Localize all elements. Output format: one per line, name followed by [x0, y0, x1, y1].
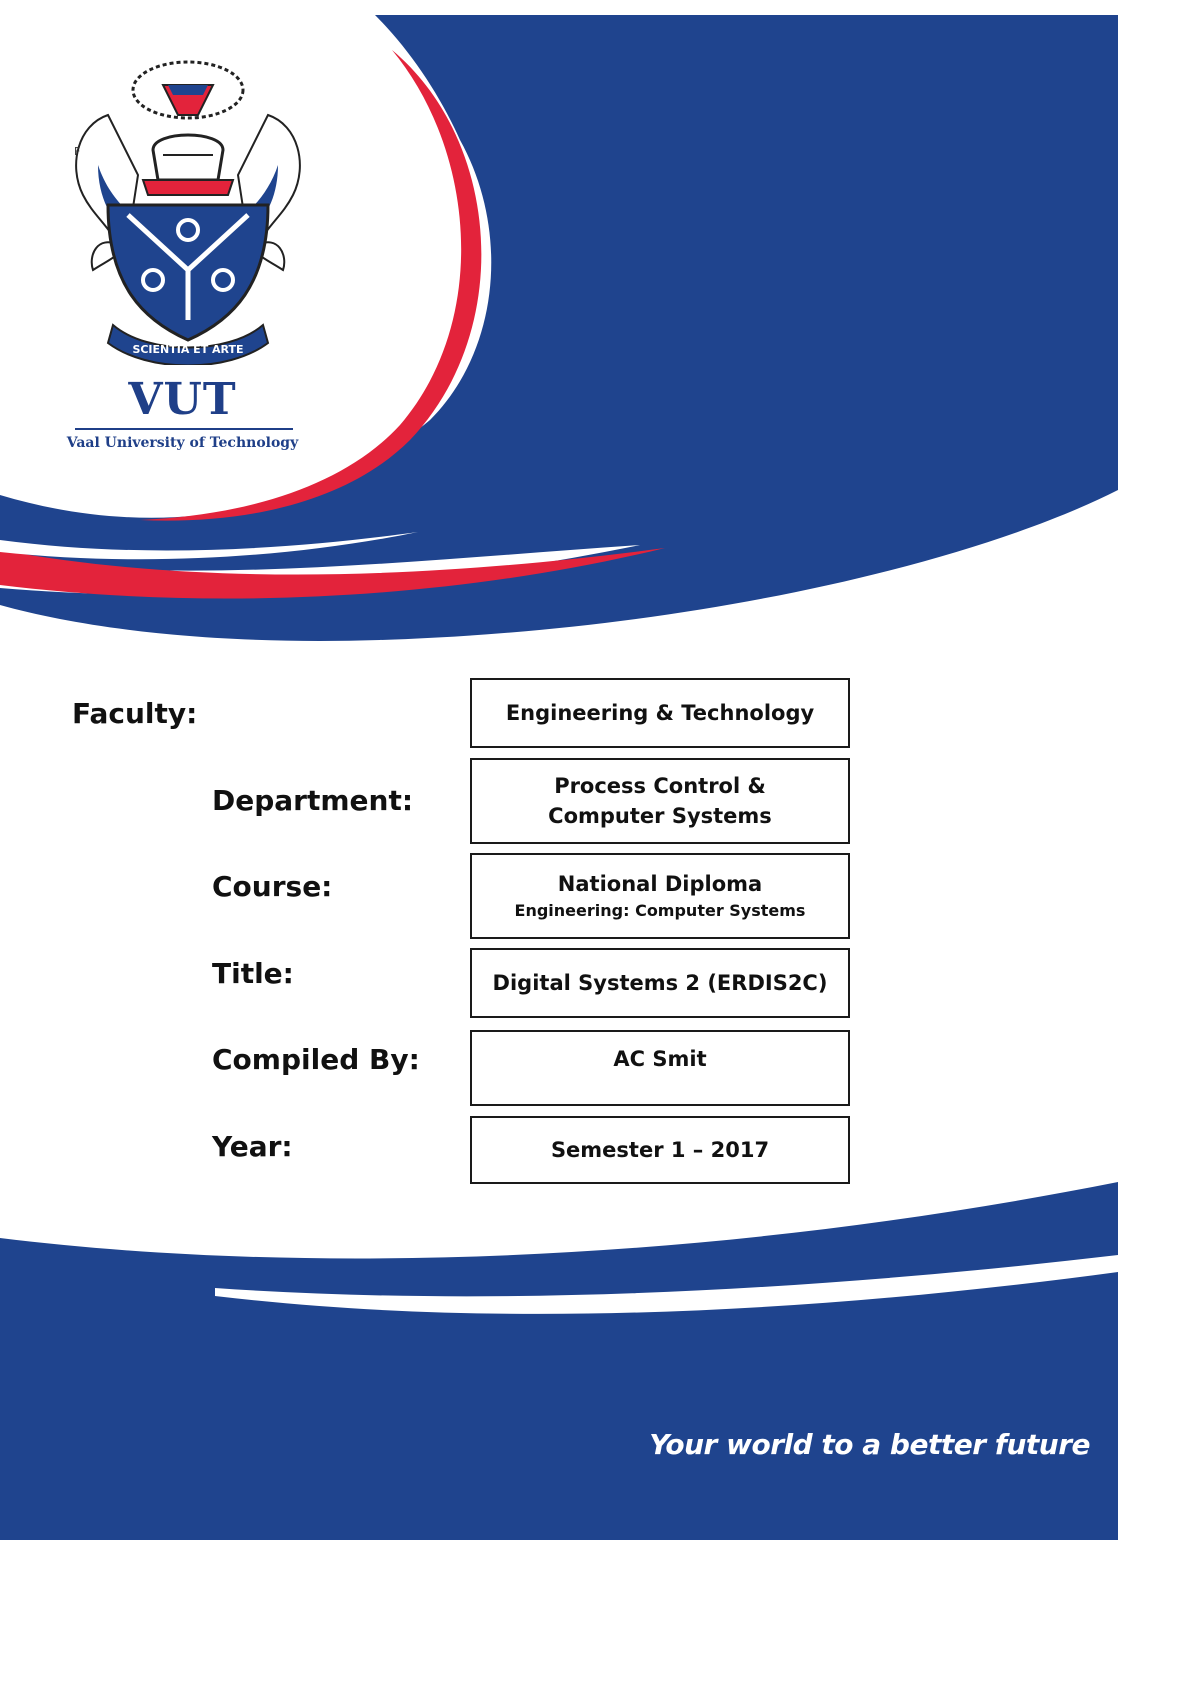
faculty-label: Faculty:: [72, 697, 198, 730]
department-value-box: [470, 758, 850, 844]
department-value-line1: Process Control &: [554, 773, 766, 798]
crest-mark: F: [74, 145, 81, 158]
logo-university-name: Vaal University of Technology: [66, 435, 299, 451]
title-value: Digital Systems 2 (ERDIS2C): [492, 970, 828, 995]
logo-divider: [75, 428, 293, 430]
faculty-value-box: [470, 678, 850, 748]
logo-acronym: VUT: [128, 374, 237, 425]
department-value-line2: Computer Systems: [548, 804, 772, 828]
course-label: Course:: [212, 870, 333, 903]
motto-text: SCIENTIA ET ARTE: [132, 343, 244, 356]
compiled-by-label: Compiled By:: [212, 1043, 420, 1076]
course-value-line2: Engineering: Computer Systems: [514, 901, 806, 921]
year-value-box: [470, 1116, 850, 1184]
crest-logo-icon: [68, 55, 308, 365]
compiled-by-value: AC Smit: [613, 1047, 707, 1071]
department-label: Department:: [212, 784, 414, 817]
title-label: Title:: [212, 957, 294, 990]
faculty-value: Engineering & Technology: [505, 700, 815, 725]
year-value: Semester 1 – 2017: [550, 1137, 770, 1162]
course-value-line1: National Diploma: [557, 871, 763, 896]
course-value-box: [470, 853, 850, 939]
year-label: Year:: [212, 1130, 293, 1163]
title-value-box: [470, 948, 850, 1018]
footer-tagline: Your world to a better future: [649, 1428, 1090, 1461]
compiled-by-value-box: [470, 1030, 850, 1106]
